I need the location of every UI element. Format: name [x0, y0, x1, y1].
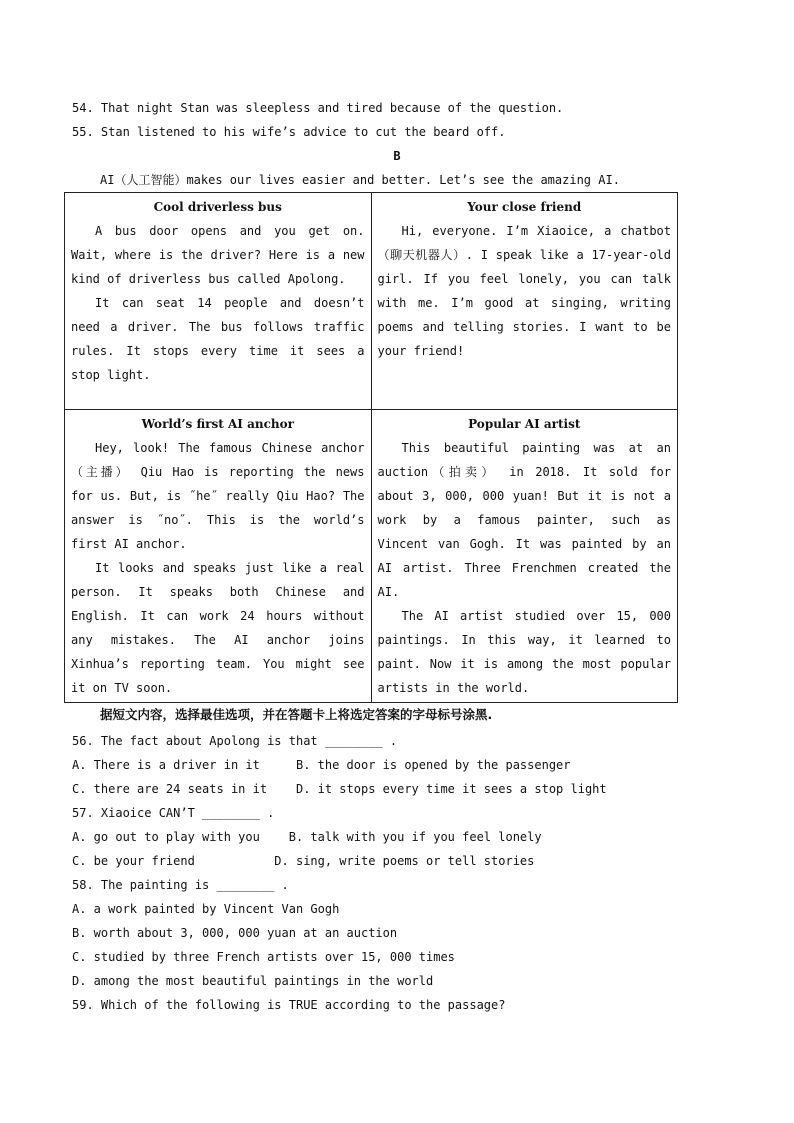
cell-paragraph: It can seat 14 people and doesn’t need a driver. The bus follows traffic rules. It stops every time it sees a stop light.	[71, 296, 365, 382]
exam-page	[72, 96, 692, 1017]
cell-paragraph: Hey, look! The famous Chinese anchor（主播） Qiu Hao is reporting the news for us. But, is ˝he˝ really Qiu Hao? The answer is ˝no˝. This is the world’s first AI anchor.	[71, 441, 365, 551]
question-stem: 59. Which of the following is TRUE according to the passage?	[72, 998, 506, 1012]
cell-driverless-bus	[65, 193, 372, 410]
cell-title: Popular AI artist	[468, 417, 581, 431]
passage-table	[64, 192, 678, 703]
cell-paragraph: Hi, everyone. I’m Xiaoice, a chatbot（聊天机器人）. I speak like a 17-year-old girl. If you feel lonely, you can talk with me. I’m good at singing, writing poems and telling stories. I want to be your friend!	[377, 224, 671, 358]
question-stem: 56. The fact about Apolong is that ________ .	[72, 734, 398, 748]
cell-paragraph: A bus door opens and you get on. Wait, where is the driver? Here is a new kind of driverless bus called Apolong.	[71, 224, 365, 286]
option-row: B. worth about 3, 000, 000 yuan at an auction	[72, 926, 398, 940]
question-stem: 57. Xiaoice CAN’T ________ .	[72, 806, 275, 820]
option-row: A. There is a driver in it B. the door is opened by the passenger	[72, 758, 571, 772]
cell-title: Cool driverless bus	[153, 200, 282, 214]
question-stem: 58. The painting is ________ .	[72, 878, 289, 892]
section-heading: B	[393, 149, 401, 163]
option-row: A. go out to play with you B. talk with you if you feel lonely	[72, 830, 542, 844]
question-58	[72, 873, 692, 993]
cell-title: World’s first AI anchor	[141, 417, 294, 431]
option-row: A. a work painted by Vincent Van Gogh	[72, 902, 340, 916]
question-55-statement: 55. Stan listened to his wife’s advice to cut the beard off.	[72, 125, 506, 139]
option-row: D. among the most beautiful paintings in the world	[72, 974, 434, 988]
option-row: C. studied by three French artists over 15, 000 times	[72, 950, 455, 964]
question-57	[72, 801, 692, 873]
question-54-statement: 54. That night Stan was sleepless and tired because of the question.	[72, 101, 564, 115]
option-row: C. be your friend D. sing, write poems or tell stories	[72, 854, 535, 868]
question-56	[72, 729, 692, 801]
cell-paragraph: The AI artist studied over 15, 000 paintings. In this way, it learned to paint. Now it is among the most popular artists in the world.	[377, 609, 671, 695]
cell-paragraph: It looks and speaks just like a real person. It speaks both Chinese and English. It can work 24 hours without any mistakes. The AI anchor joins Xinhua’s reporting team. You might see it on TV soon.	[71, 561, 365, 695]
instruction-text: 据短文内容，选择最佳选项，并在答题卡上将选定答案的字母标号涂黑.	[100, 707, 493, 722]
cell-title: Your close friend	[467, 200, 582, 214]
question-59	[72, 993, 692, 1017]
passage-intro: AI（人工智能）makes our lives easier and better. Let’s see the amazing AI.	[100, 173, 620, 187]
cell-close-friend	[371, 193, 678, 410]
cell-ai-anchor	[65, 410, 372, 703]
option-row: C. there are 24 seats in it D. it stops every time it sees a stop light	[72, 782, 607, 796]
cell-ai-artist	[371, 410, 678, 703]
cell-paragraph: This beautiful painting was at an auction（拍卖） in 2018. It sold for about 3, 000, 000 yuan! But it is not a work by a famous painter, such as Vincent van Gogh. It was painted by an AI artist. Three Frenchmen created the AI.	[377, 441, 671, 599]
